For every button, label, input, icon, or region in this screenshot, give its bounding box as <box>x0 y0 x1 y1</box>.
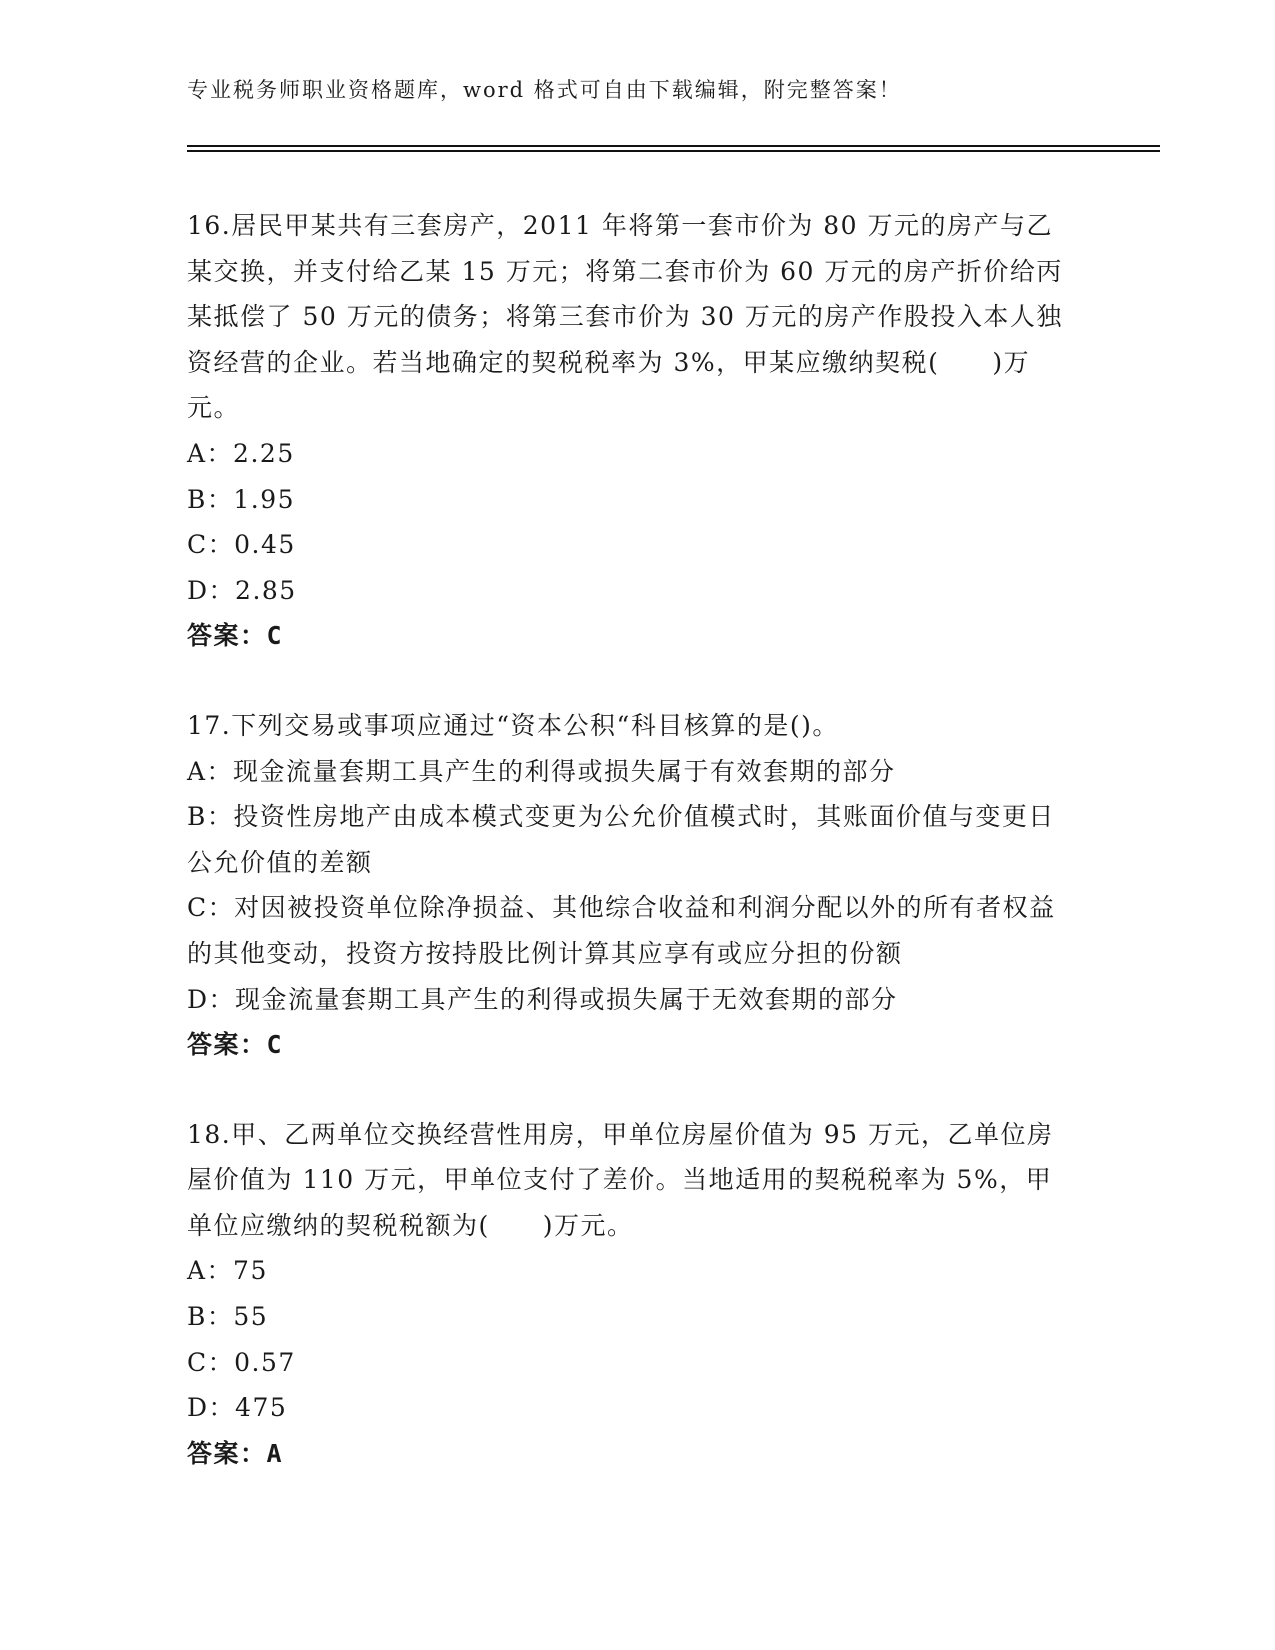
answer-line: 答案：C <box>187 1030 284 1060</box>
option-a: A：现金流量套期工具产生的利得或损失属于有效套期的部分 <box>187 756 896 786</box>
option-a: A：75 <box>187 1256 268 1286</box>
answer-line: 答案：C <box>187 621 284 651</box>
option-c: C：对因被投资单位除净损益、其他综合收益和利润分配以外的所有者权益的其他变动，投资方按持股比例计算其应享有或应分担的份额 <box>187 893 1056 968</box>
question-stem: 17.下列交易或事项应通过“资本公积“科目核算的是()。 <box>187 710 839 740</box>
header-rule-double <box>187 150 1160 152</box>
question-18 <box>187 1112 1077 1477</box>
option-d: D：2.85 <box>187 575 297 605</box>
option-d: D：475 <box>187 1393 288 1423</box>
option-c: C：0.57 <box>187 1347 296 1377</box>
option-b: B：55 <box>187 1302 269 1332</box>
header-note: 专业税务师职业资格题库，word 格式可自由下载编辑，附完整答案！ <box>187 78 902 102</box>
option-b: B：1.95 <box>187 484 296 514</box>
question-list <box>187 203 1077 1476</box>
option-c: C：0.45 <box>187 530 296 560</box>
option-a: A：2.25 <box>187 438 295 468</box>
question-17 <box>187 703 1077 1068</box>
question-stem: 18.甲、乙两单位交换经营性用房，甲单位房屋价值为 95 万元，乙单位房屋价值为 110 万元，甲单位支付了差价。当地适用的契税税率为 5%，甲单位应缴纳的契税税额为( )万元。 <box>187 1119 1054 1240</box>
question-16 <box>187 203 1077 659</box>
header-rule <box>187 145 1160 147</box>
question-stem: 16.居民甲某共有三套房产，2011 年将第一套市价为 80 万元的房产与乙某交换，并支付给乙某 15 万元；将第二套市价为 60 万元的房产折价给丙某抵偿了 50 万元的债务；将第三套市价为 30 万元的房产作股投入本人独资经营的企业。若当地确定的契税税率为 3%，甲某应缴纳契税( )万元。 <box>187 211 1063 423</box>
option-b: B：投资性房地产由成本模式变更为公允价值模式时，其账面价值与变更日公允价值的差额 <box>187 802 1055 877</box>
option-d: D：现金流量套期工具产生的利得或损失属于无效套期的部分 <box>187 984 898 1014</box>
answer-line: 答案：A <box>187 1438 284 1468</box>
